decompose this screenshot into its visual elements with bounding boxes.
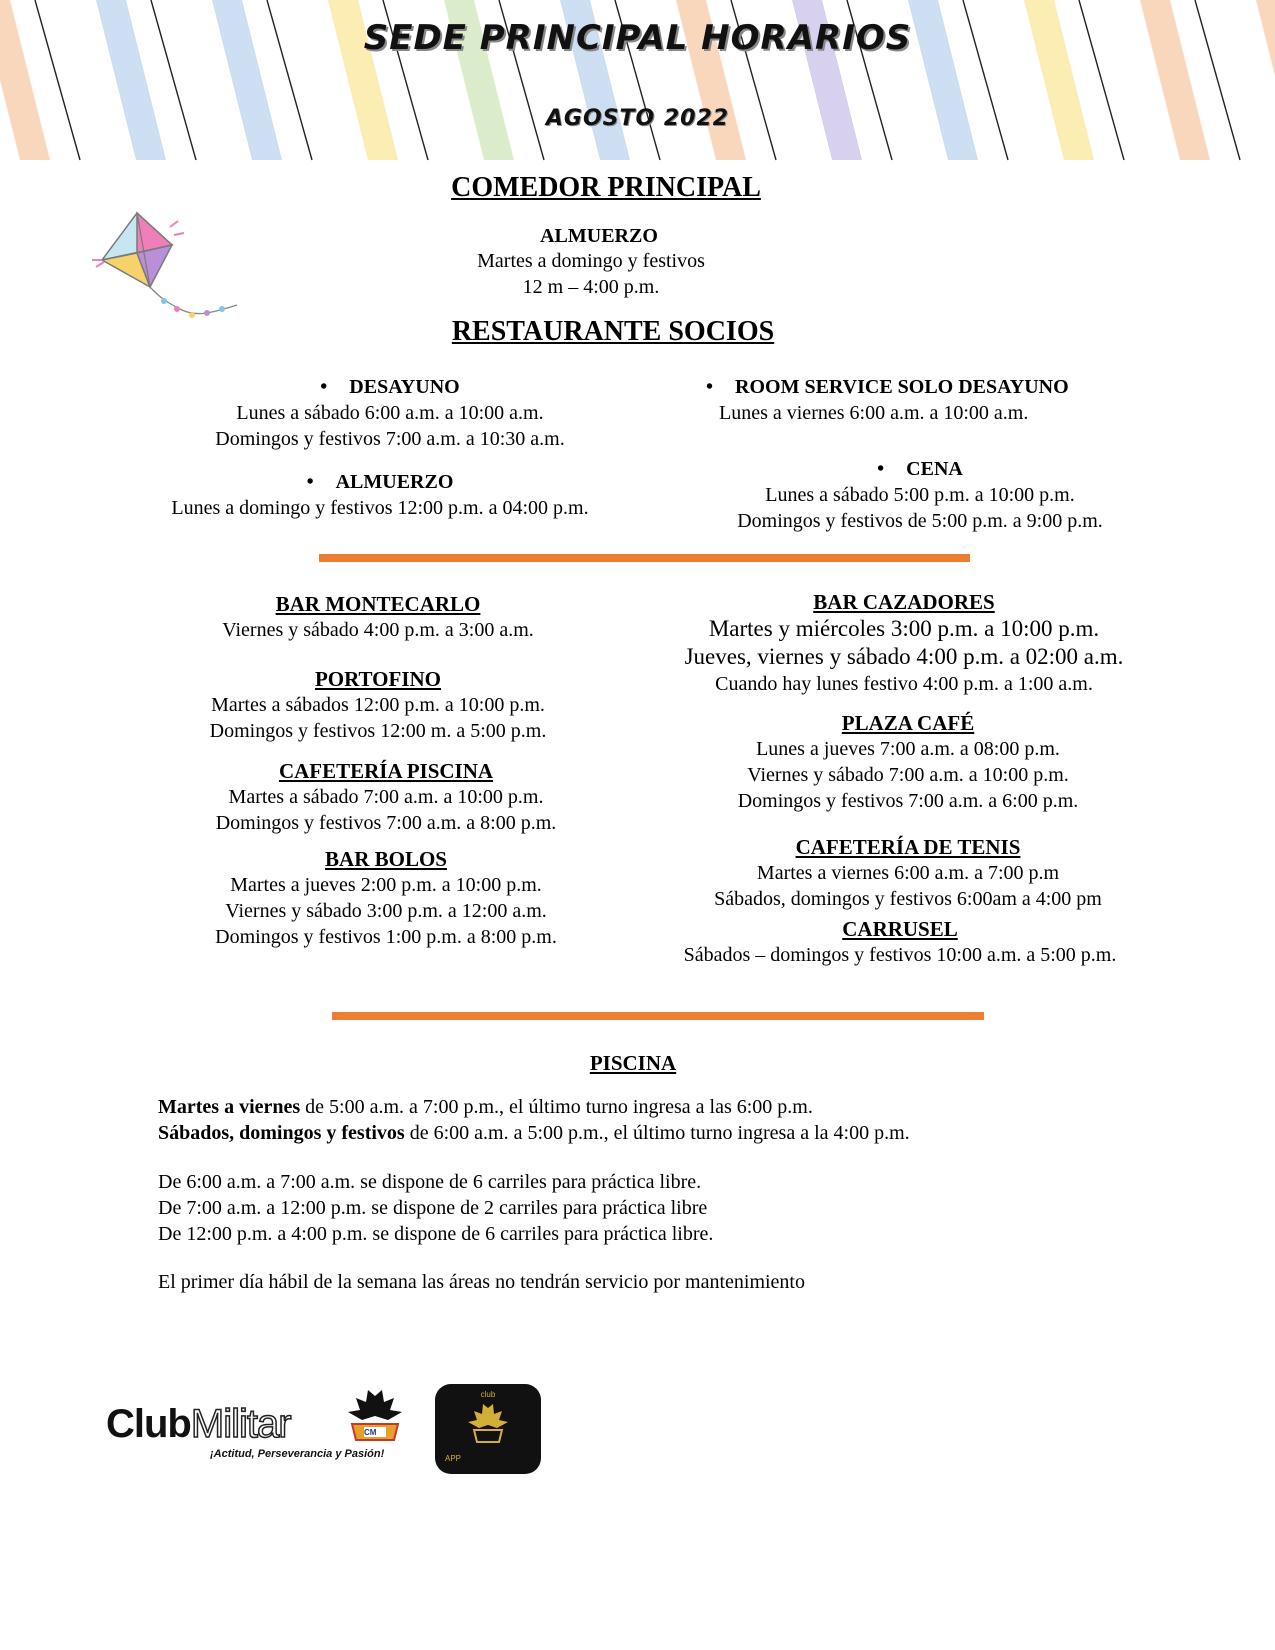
app-eagle-emblem-icon xyxy=(466,1404,510,1448)
bar-cazadores-line2: Jueves, viernes y sábado 4:00 p.m. a 02:00 a.m. xyxy=(684,644,1124,669)
cena-block xyxy=(680,456,1160,534)
club-militar-logo xyxy=(106,1390,416,1470)
logo-club-text: Club xyxy=(106,1402,191,1446)
page-subtitle: AGOSTO 2022 xyxy=(545,106,730,131)
piscina-lane-line1: De 6:00 a.m. a 7:00 a.m. se dispone de 6 carriles para práctica libre. xyxy=(158,1171,702,1193)
page-title: SEDE PRINCIPAL HORARIOS xyxy=(363,18,912,58)
bar-cazadores-line3: Cuando hay lunes festivo 4:00 p.m. a 1:00 a.m. xyxy=(715,673,1093,695)
cafeteria-tenis-line2: Sábados, domingos y festivos 6:00am a 4:00 pm xyxy=(714,888,1102,910)
room-service-block xyxy=(706,374,1226,426)
comedor-heading: COMEDOR PRINCIPAL xyxy=(451,172,761,203)
bar-cazadores-line1: Martes y miércoles 3:00 p.m. a 10:00 p.m. xyxy=(708,616,1100,641)
piscina-schedule xyxy=(158,1094,1158,1146)
portofino-title: PORTOFINO xyxy=(314,667,442,691)
piscina-note: El primer día hábil de la semana las áreas no tendrán servicio por mantenimiento xyxy=(158,1271,805,1293)
almuerzo-line1: Lunes a domingo y festivos 12:00 p.m. a 04:00 p.m. xyxy=(171,497,589,519)
comedor-days: Martes a domingo y festivos xyxy=(477,250,705,272)
cena-label: • CENA xyxy=(680,456,1160,482)
cena-line2: Domingos y festivos de 5:00 p.m. a 9:00 p.m. xyxy=(737,510,1103,532)
logo-tagline: ¡Actitud, Perseverancia y Pasión! xyxy=(210,1448,385,1460)
bar-bolos-line2: Viernes y sábado 3:00 p.m. a 12:00 a.m. xyxy=(225,900,547,922)
piscina-weekday-text: de 5:00 a.m. a 7:00 p.m., el último turno ingresa a las 6:00 p.m. xyxy=(300,1096,813,1118)
plaza-cafe xyxy=(658,711,1158,814)
carrusel-title: CARRUSEL xyxy=(842,917,958,941)
almuerzo-block xyxy=(100,469,660,521)
almuerzo-label: • ALMUERZO xyxy=(100,469,660,495)
bar-bolos xyxy=(136,847,636,950)
cafeteria-tenis xyxy=(658,835,1158,912)
portofino xyxy=(128,667,628,744)
cafeteria-piscina-line2: Domingos y festivos 7:00 a.m. a 8:00 p.m. xyxy=(215,812,557,834)
club-app-icon[interactable] xyxy=(435,1384,541,1474)
plaza-cafe-line3: Domingos y festivos 7:00 a.m. a 6:00 p.m. xyxy=(737,790,1079,812)
desayuno-line1: Lunes a sábado 6:00 a.m. a 10:00 a.m. xyxy=(236,402,544,424)
cena-line1: Lunes a sábado 5:00 p.m. a 10:00 p.m. xyxy=(765,484,1075,506)
piscina-weekend-line xyxy=(158,1120,1158,1146)
bar-montecarlo xyxy=(128,592,628,643)
section-divider xyxy=(332,1012,984,1020)
portofino-line1: Martes a sábados 12:00 p.m. a 10:00 p.m. xyxy=(211,694,545,716)
piscina-lanes xyxy=(158,1169,1158,1247)
bar-montecarlo-line1: Viernes y sábado 4:00 p.m. a 3:00 a.m. xyxy=(222,619,534,641)
comedor-hours: 12 m – 4:00 p.m. xyxy=(522,276,660,298)
carrusel-line1: Sábados – domingos y festivos 10:00 a.m. a 5:00 p.m. xyxy=(683,944,1117,966)
cafeteria-piscina-line1: Martes a sábado 7:00 a.m. a 10:00 p.m. xyxy=(228,786,544,808)
desayuno-line2: Domingos y festivos 7:00 a.m. a 10:30 a.m. xyxy=(215,428,565,450)
comedor-meal: ALMUERZO xyxy=(540,225,658,247)
room-service-line1: Lunes a viernes 6:00 a.m. a 10:00 a.m. xyxy=(719,402,1029,424)
section-divider xyxy=(319,554,970,562)
piscina-lane-line3: De 12:00 p.m. a 4:00 p.m. se dispone de 6 carriles para práctica libre. xyxy=(158,1223,714,1245)
carrusel xyxy=(640,917,1160,968)
piscina-lane-line2: De 7:00 a.m. a 12:00 p.m. se dispone de 2 carriles para práctica libre xyxy=(158,1197,708,1219)
plaza-cafe-line2: Viernes y sábado 7:00 a.m. a 10:00 p.m. xyxy=(747,764,1069,786)
bar-montecarlo-title: BAR MONTECARLO xyxy=(275,592,481,616)
bar-cazadores xyxy=(654,590,1154,697)
bar-bolos-line3: Domingos y festivos 1:00 p.m. a 8:00 p.m. xyxy=(215,926,557,948)
plaza-cafe-line1: Lunes a jueves 7:00 a.m. a 08:00 p.m. xyxy=(756,738,1060,760)
portofino-line2: Domingos y festivos 12:00 m. a 5:00 p.m. xyxy=(209,720,547,742)
piscina-weekday-line xyxy=(158,1094,1158,1120)
desayuno-block xyxy=(120,374,660,452)
piscina-weekday-label: Martes a viernes xyxy=(158,1096,301,1118)
room-service-label: • ROOM SERVICE SOLO DESAYUNO xyxy=(706,374,1226,400)
bar-bolos-line1: Martes a jueves 2:00 p.m. a 10:00 p.m. xyxy=(230,874,542,896)
bar-bolos-title: BAR BOLOS xyxy=(325,847,447,871)
plaza-cafe-title: PLAZA CAFÉ xyxy=(841,711,975,735)
cafeteria-tenis-title: CAFETERÍA DE TENIS xyxy=(795,835,1021,859)
app-icon-bottom-text: APP xyxy=(445,1454,462,1463)
logo-militar-text: Militar xyxy=(190,1402,291,1446)
piscina-weekend-text: de 6:00 a.m. a 5:00 p.m., el último turno ingresa a la 4:00 p.m. xyxy=(404,1122,910,1144)
cafeteria-piscina xyxy=(136,759,636,836)
desayuno-label: • DESAYUNO xyxy=(120,374,660,400)
restaurante-heading: RESTAURANTE SOCIOS xyxy=(451,316,775,347)
piscina-weekend-label: Sábados, domingos y festivos xyxy=(158,1122,405,1144)
cafeteria-piscina-title: CAFETERÍA PISCINA xyxy=(278,759,494,783)
bar-cazadores-title: BAR CAZADORES xyxy=(813,590,995,614)
app-icon-top-text: club xyxy=(480,1390,496,1399)
cafeteria-tenis-line1: Martes a viernes 6:00 a.m. a 7:00 p.m xyxy=(756,862,1060,884)
piscina-title: PISCINA xyxy=(589,1051,677,1075)
badge-initials: CM xyxy=(364,1428,377,1437)
